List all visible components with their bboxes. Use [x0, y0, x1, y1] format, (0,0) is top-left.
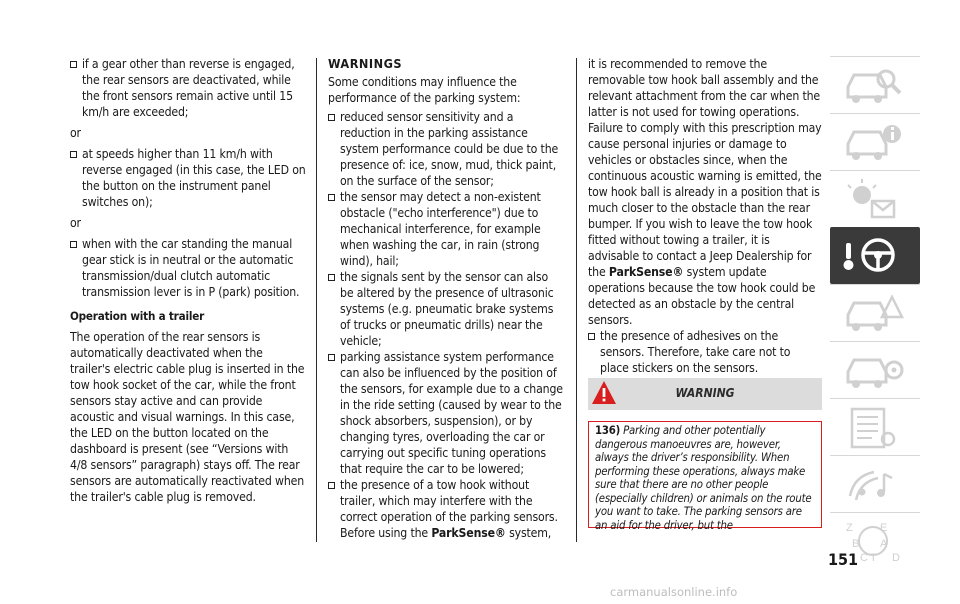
specifications-list-icon	[840, 405, 910, 451]
section-heading: WARNINGS	[328, 56, 403, 71]
index-letter: B	[852, 538, 860, 550]
intro-paragraph: Some conditions may influence the performance of the parking system:	[328, 75, 521, 105]
square-bullet-icon	[328, 194, 335, 201]
list-item: the signals sent by the sensor can also be altered by the presence of ultrasonic systems (e.g. pneumatic brake systems of trucks or pneumatic drills) near the vehicle;	[328, 269, 564, 349]
square-bullet-icon	[328, 354, 335, 361]
or-separator: or	[70, 126, 81, 140]
list-item: reduced sensor sensitivity and a reduction in the parking assistance system performance could be due to the presence of: ice, snow, mud, thick paint, on the surface of the sensor;	[328, 109, 564, 189]
warning-text: 136) Parking and other potentially dangerous manoeuvres are, however, always the driver’s responsibility. When performing these operations, always make sure that there are no other people (especially children) or animals on the route you want to take. The parking sensors are an aid for the driver, but the	[588, 421, 822, 528]
body-paragraph: it is recommended to remove the removable tow hook ball assembly and the relevant attachment from the car when the latter is not used for towing operations. Failure to comply with this prescription may cause personal injuries or damage to vehicles or obstacles since, when the continuous acoustic warning is emitted, the tow hook ball is already in a position that is much closer to the obstacle than the rear bumper. If you wish to leave the tow hook fitted without towing a trailer, it is advisable to contact a Jeep Dealership for the ParkSense® system update operations because the tow hook could be detected as an obstacle by the central sensors.	[588, 57, 822, 327]
car-hazard-icon	[840, 291, 910, 337]
tab-multimedia[interactable]	[830, 455, 920, 512]
page-number: 151	[828, 550, 859, 569]
car-service-icon	[840, 348, 910, 394]
list-item: when with the car standing the manual gear stick is in neutral or the automatic transmission/dual clutch automatic transmission lever is in P (park) position.	[70, 236, 306, 300]
index-letter: C	[860, 552, 868, 564]
index-letter: A	[880, 538, 888, 550]
section-subheading: Operation with a trailer	[70, 309, 205, 323]
column-divider-left	[316, 58, 317, 542]
list-item: at speeds higher than 11 km/h with reverse engaged (in this case, the LED on the button on the instrument panel switches on);	[70, 146, 306, 210]
index-letter: E	[880, 522, 888, 534]
square-bullet-icon	[328, 114, 335, 121]
warning-header	[588, 378, 822, 410]
column-left	[70, 56, 306, 505]
watermark: carmanualsonline.info	[610, 585, 738, 599]
tab-safety[interactable]	[830, 170, 920, 227]
column-right	[588, 56, 822, 376]
tab-knowing-instrument-panel[interactable]	[830, 113, 920, 170]
index-letter: Z	[846, 522, 853, 534]
list-item: parking assistance system performance can also be influenced by the position of the sensors, for example due to a change in the ride setting (caused by wear to the shock absorbers, suspension), or by changing tyres, overloading the car or carrying out specific tuning operations that require the car to be lowered;	[328, 349, 564, 477]
list-item: if a gear other than reverse is engaged, the rear sensors are deactivated, while the front sensors remain active until 15 km/h are exceeded;	[70, 56, 306, 120]
tab-servicing-and-care[interactable]	[830, 341, 920, 398]
square-bullet-icon	[70, 151, 77, 158]
body-paragraph: The operation of the rear sensors is automatically deactivated when the trailer's electric cable plug is inserted in the tow hook socket of the car, while the front sensors stay active and can provide acoustic and visual warnings. In this case, the LED on the button located on the dashboard is present (see “Versions with 4/8 sensors” paragraph) stays off. The rear sensors are automatically reactivated when the trailer's cable plug is removed.	[70, 330, 305, 504]
warning-number: 136)	[595, 424, 621, 437]
steering-wheel-key-icon	[840, 233, 910, 279]
tab-starting-and-driving[interactable]	[830, 227, 920, 284]
column-middle	[328, 56, 564, 541]
column-divider-right	[576, 58, 577, 542]
list-item: the presence of a tow hook without trailer, which may interfere with the correct operation of the parking sensors. Before using the ParkSense® system,	[328, 477, 564, 541]
square-bullet-icon	[588, 333, 595, 340]
list-item: the presence of adhesives on the sensors. Therefore, take care not to place stickers on the sensors.	[588, 328, 822, 376]
brand-name: ParkSense®	[608, 265, 684, 279]
list-item: the sensor may detect a non-existent obstacle ("echo interference") due to mechanical interference, for example when washing the car, in rain (strong wind), hail;	[328, 189, 564, 269]
warning-box	[588, 378, 822, 534]
car-info-icon	[840, 120, 910, 166]
warning-label: WARNING	[675, 386, 735, 400]
or-separator: or	[70, 216, 81, 230]
tab-getting-to-know-car[interactable]	[830, 56, 920, 113]
brand-name: ParkSense®	[431, 526, 506, 540]
tab-in-an-emergency[interactable]	[830, 284, 920, 341]
tab-technical-specifications[interactable]	[830, 398, 920, 455]
index-letter: D	[892, 552, 900, 564]
square-bullet-icon	[328, 274, 335, 281]
square-bullet-icon	[70, 241, 77, 248]
index-letter: T	[870, 552, 877, 564]
square-bullet-icon	[70, 61, 77, 68]
multimedia-note-icon	[840, 462, 910, 508]
car-magnifier-icon	[840, 63, 910, 109]
square-bullet-icon	[328, 482, 335, 489]
warning-lights-envelope-icon	[840, 177, 910, 223]
